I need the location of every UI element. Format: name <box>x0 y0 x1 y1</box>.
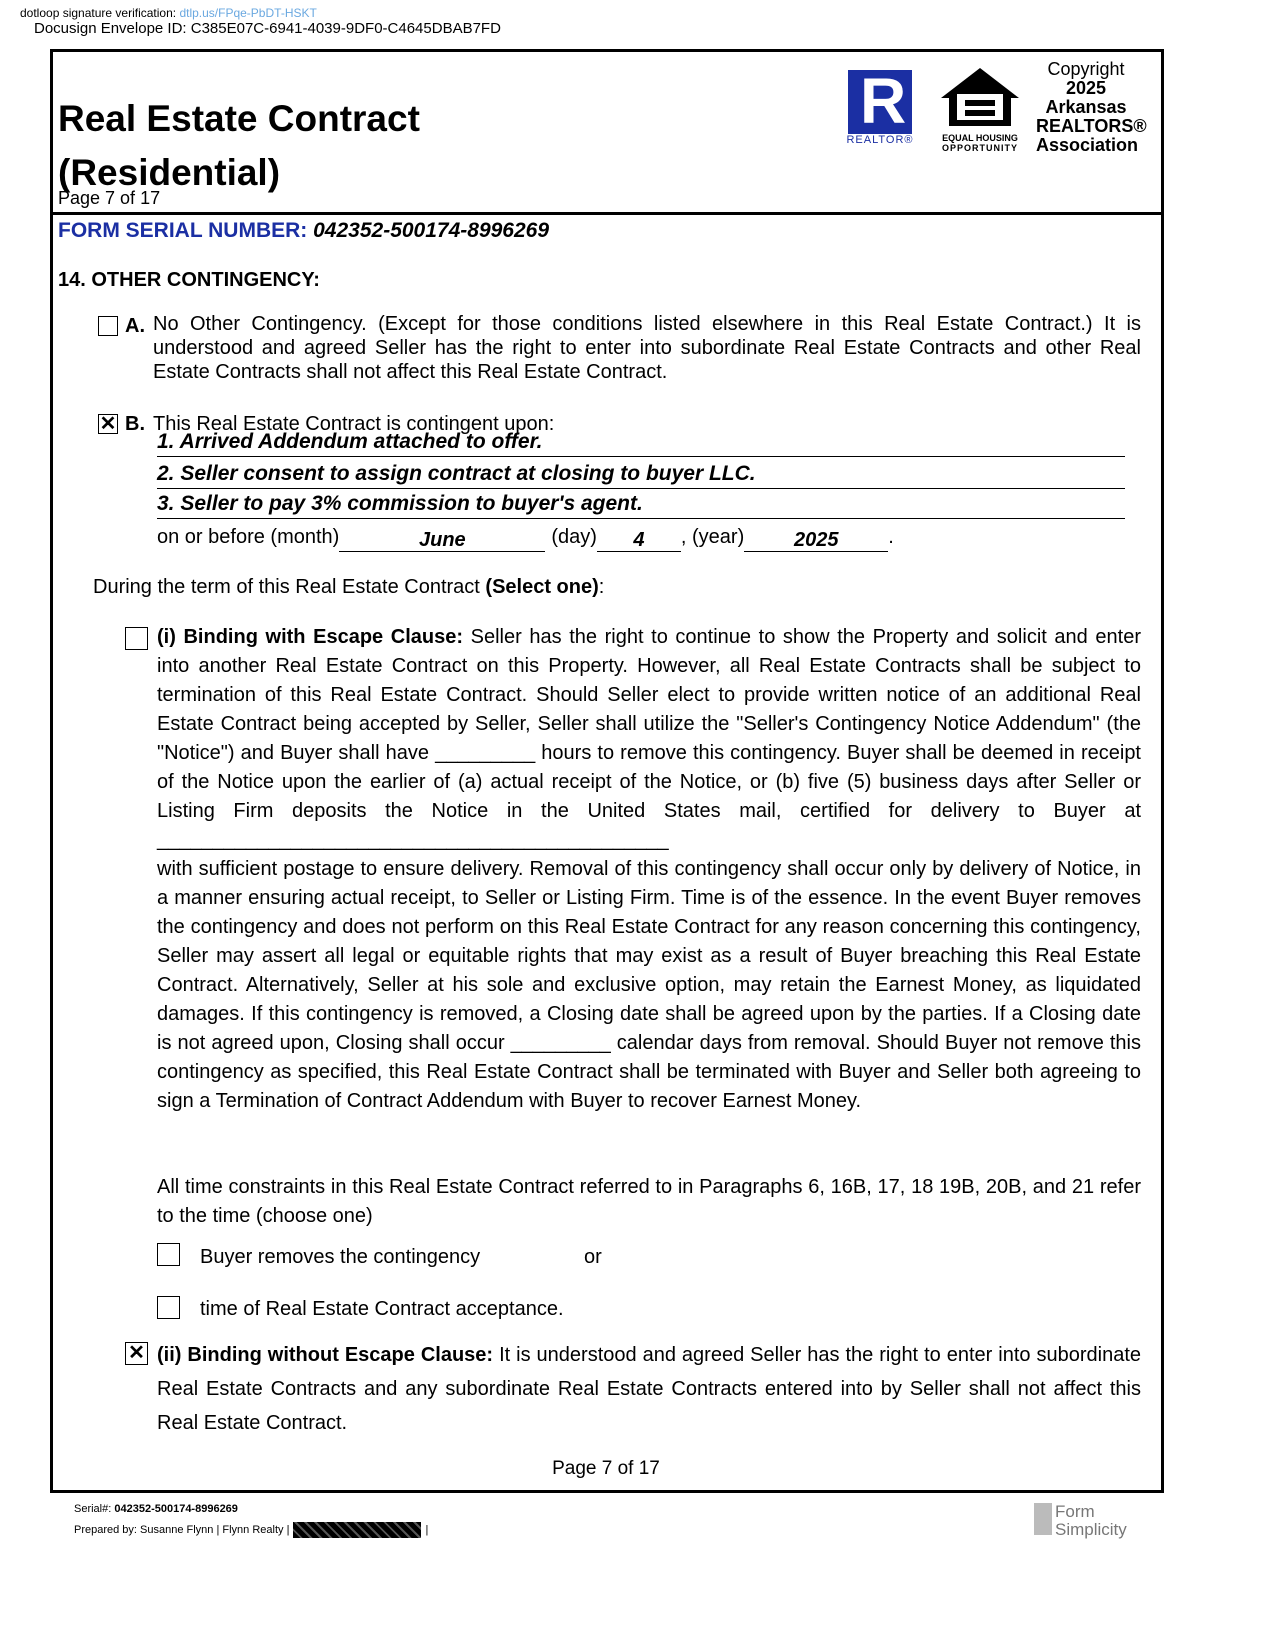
checkbox-a[interactable] <box>98 316 118 341</box>
dotloop-link[interactable]: dtlp.us/FPqe-PbDT-HSKT <box>179 6 317 20</box>
month-field[interactable]: June <box>339 529 545 552</box>
footer-serial <box>74 1503 238 1515</box>
option-a-text: No Other Contingency. (Except for those conditions listed elsewhere in this Real Estate Contract.) It is understood and agreed Seller has the right to enter into subordinate Real Estate Contracts and other Real Estate Contracts shall not affect this Real Estate Contract. <box>153 313 1141 383</box>
eho-line2: OPPORTUNITY <box>941 143 1018 153</box>
contingency-item-1[interactable]: 1. Arrived Addendum attached to offer. <box>157 428 1125 457</box>
copyright-year: 2025 <box>1065 78 1107 98</box>
option-b-text: This Real Estate Contract is contingent upon: <box>153 413 555 435</box>
copyright-label: Copyright <box>1047 59 1125 79</box>
escape-clause-title: (i) Binding with Escape Clause: <box>157 626 464 648</box>
checkbox-acceptance[interactable] <box>157 1296 180 1324</box>
contingency-item-3[interactable]: 3. Seller to pay 3% commission to buyer's agent. <box>157 490 1125 519</box>
footer-page-number: Page 7 of 17 <box>552 1458 660 1479</box>
eho-line1: EQUAL HOUSING <box>942 133 1018 143</box>
serial-label: FORM SERIAL NUMBER: <box>58 219 308 242</box>
title-line1: Real Estate Contract <box>58 98 420 139</box>
brand-simplicity: Simplicity <box>1055 1520 1127 1539</box>
during-text: During the term of this Real Estate Contract <box>93 576 486 598</box>
during-term <box>93 573 604 602</box>
no-escape-paragraph <box>157 1338 1141 1440</box>
or-text: or <box>584 1246 602 1268</box>
checkbox-escape-clause[interactable] <box>125 627 148 655</box>
title-line2: (Residential) <box>58 152 281 193</box>
copyright-realtors: REALTORS® <box>1036 116 1147 136</box>
serial-value: 042352-500174-8996269 <box>313 219 550 242</box>
form-serial <box>58 219 549 243</box>
footer-prepared: Prepared by: Susanne Flynn | Flynn Realty | | <box>74 1524 429 1536</box>
page-title <box>58 92 420 200</box>
brand-form: Form <box>1055 1502 1095 1521</box>
checkbox-no-escape[interactable] <box>125 1342 148 1365</box>
option-acceptance: time of Real Estate Contract acceptance. <box>200 1298 564 1320</box>
contingency-item-2[interactable]: 2. Seller consent to assign contract at closing to buyer LLC. <box>157 460 1125 489</box>
realtor-logo <box>846 65 914 152</box>
formsimplicity-logo <box>1034 1503 1127 1539</box>
escape-clause-text2: with sufficient postage to ensure delivery. Removal of this contingency shall occur only by delivery of Notice, in a manner ensuring actual receipt, to Seller or Listing Firm. Time is of the essence. In the event Buyer removes the contingency and does not perform on this Real Estate Contract for any reason concerning this contingency, Seller may assert all legal or equitable rights that may exist as a result of Buyer breaching this Real Estate Contract. Alternatively, Seller at his sole and exclusive option, may retain the Earnest Money, as liquidated damages. If this contingency is removed, a Closing date shall be agreed upon by the parties. If a Closing date is not agreed upon, Closing shall occur _________ calendar days from removal. Should Buyer not remove this contingency as specified, this Real Estate Contract shall be terminated with Buyer and Seller both agreeing to sign a Termination of Contract Addendum with Buyer to recover Earnest Money. <box>157 858 1141 1112</box>
document-icon <box>1034 1503 1052 1535</box>
checkbox-buyer-removes[interactable] <box>157 1243 180 1271</box>
year-field[interactable]: 2025 <box>744 529 888 552</box>
option-buyer-removes: Buyer removes the contingency <box>200 1246 481 1268</box>
select-one: (Select one) <box>485 576 599 598</box>
copyright-block <box>1036 59 1147 155</box>
escape-clause-text1: Seller has the right to continue to show the Property and solicit and enter into another Real Estate Contract on this Property. However, all Real Estate Contracts shall be subject to termination of this Real Estate Contract. Should Seller elect to provide written notice of an additional Real Estate Contract being accepted by Seller, Seller shall utilize the "Seller's Contingency Notice Addendum" (the "Notice") and Buyer shall have _________ hours to remove this contingency. Buyer shall be deemed in receipt of the Notice upon the earlier of (a) actual receipt of the Notice, or (b) five (5) business days after Seller or Listing Firm deposits the Notice in the United States mail, certified for delivery to Buyer at ______________________________________________ <box>157 626 1141 851</box>
dotloop-label: dotloop signature verification: <box>20 6 177 20</box>
option-b-label: B. <box>125 413 145 435</box>
colon: : <box>598 576 605 598</box>
day-label: (day) <box>551 526 597 548</box>
footer-serial-label: Serial#: <box>74 1503 112 1515</box>
header-page-number: Page 7 of 17 <box>58 188 161 208</box>
envelope-id: Docusign Envelope ID: C385E07C-6941-4039-9DF0-C4645DBAB7FD <box>34 20 501 37</box>
deadline-row: on or before (month) June (day) 4 , (year) 2025 . <box>157 523 894 552</box>
checkbox-b[interactable] <box>98 414 118 435</box>
prepared-by: Prepared by: Susanne Flynn | Flynn Realty | <box>74 1524 290 1536</box>
copyright-arkansas: Arkansas <box>1045 97 1127 117</box>
footer-serial-value: 042352-500174-8996269 <box>114 1503 238 1515</box>
dotloop-verification <box>20 6 317 20</box>
header-divider <box>50 212 1164 215</box>
onbefore-label: on or before (month) <box>157 526 340 548</box>
day-field[interactable]: 4 <box>597 529 681 552</box>
time-constraints-text: All time constraints in this Real Estate Contract referred to in Paragraphs 6, 16B, 17, 18 19B, 20B, and 21 refer to the time (choose one) <box>157 1176 1141 1227</box>
escape-clause-paragraph <box>157 623 1141 855</box>
realtor-text: REALTOR® <box>846 134 914 146</box>
section-title: 14. OTHER CONTINGENCY: <box>58 269 320 291</box>
redacted-block <box>293 1522 421 1538</box>
no-escape-title: (ii) Binding without Escape Clause: <box>157 1344 494 1366</box>
option-a-label: A. <box>125 315 145 337</box>
year-label: , (year) <box>680 526 745 548</box>
realtor-r-icon: R <box>848 70 912 134</box>
checkmark-icon: ✕ <box>125 1342 148 1365</box>
no-escape-text: It is understood and agreed Seller has the right to enter into subordinate Real Estate Contracts and any subordinate Real Estate Contracts entered into by Seller shall not affect this Real Estate Contract. <box>157 1344 1141 1434</box>
checkmark-icon: ✕ <box>99 413 117 435</box>
equal-housing-logo <box>936 64 1024 153</box>
house-icon <box>937 64 1023 128</box>
copyright-association: Association <box>1036 135 1139 155</box>
